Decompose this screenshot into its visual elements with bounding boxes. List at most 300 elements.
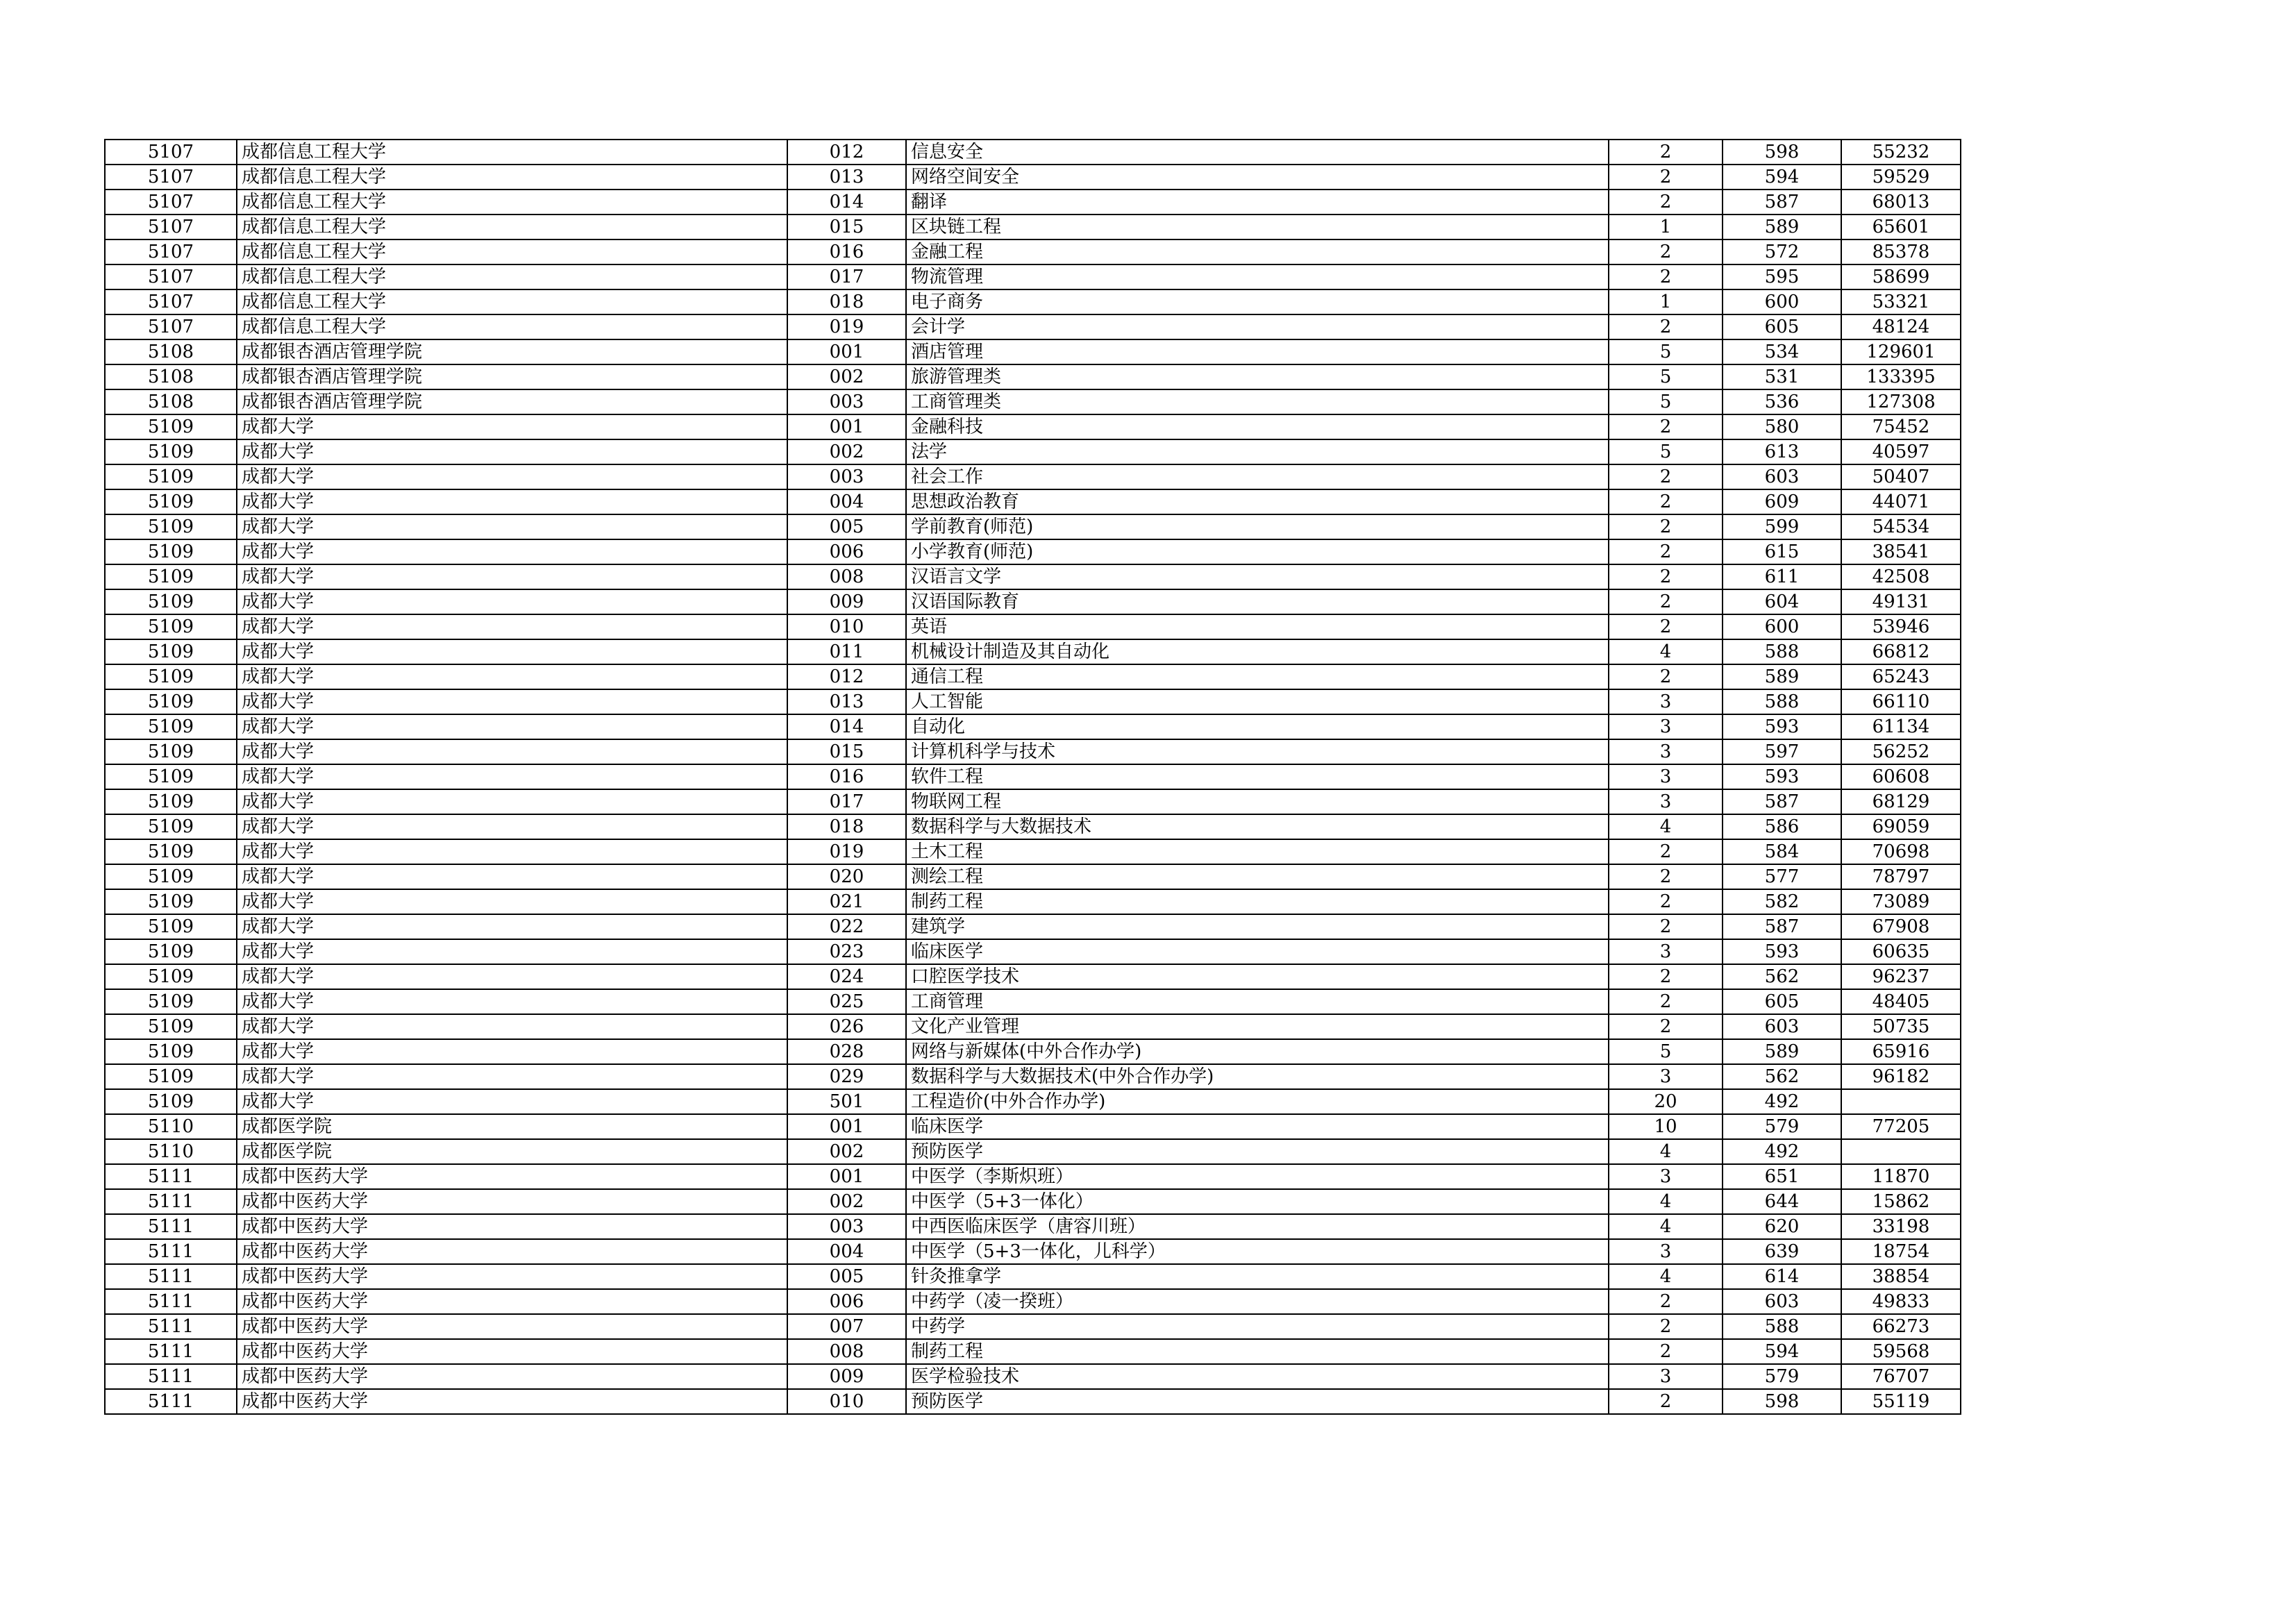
- major-name-cell: 汉语言文学: [906, 564, 1609, 589]
- min-score-cell: 584: [1723, 839, 1841, 864]
- table-row: [105, 664, 1961, 689]
- school-code-cell: 5111: [105, 1389, 237, 1414]
- school-code-cell: 5109: [105, 739, 237, 764]
- major-name-cell: 思想政治教育: [906, 489, 1609, 514]
- school-code-cell: 5111: [105, 1164, 237, 1189]
- major-name-cell: 中医学（5+3一体化，儿科学）: [906, 1239, 1609, 1264]
- min-rank-cell: 75452: [1841, 414, 1961, 439]
- school-name-cell: 成都医学院: [237, 1139, 787, 1164]
- min-score-cell: 597: [1723, 739, 1841, 764]
- min-score-cell: 580: [1723, 414, 1841, 439]
- min-rank-cell: 85378: [1841, 239, 1961, 264]
- table-row: [105, 364, 1961, 389]
- school-code-cell: 5111: [105, 1239, 237, 1264]
- table-row: [105, 989, 1961, 1014]
- school-code-cell: 5110: [105, 1114, 237, 1139]
- major-code-cell: 018: [787, 814, 906, 839]
- min-score-cell: 598: [1723, 1389, 1841, 1414]
- min-rank-cell: 127308: [1841, 389, 1961, 414]
- min-score-cell: 572: [1723, 239, 1841, 264]
- min-rank-cell: 42508: [1841, 564, 1961, 589]
- school-code-cell: 5110: [105, 1139, 237, 1164]
- school-name-cell: 成都信息工程大学: [237, 140, 787, 165]
- school-code-cell: 5109: [105, 664, 237, 689]
- school-code-cell: 5109: [105, 914, 237, 939]
- major-name-cell: 中医学（5+3一体化）: [906, 1189, 1609, 1214]
- school-name-cell: 成都大学: [237, 739, 787, 764]
- plan-count-cell: 2: [1609, 864, 1723, 889]
- major-name-cell: 物流管理: [906, 264, 1609, 289]
- plan-count-cell: 3: [1609, 689, 1723, 714]
- school-code-cell: 5109: [105, 589, 237, 614]
- min-rank-cell: 77205: [1841, 1114, 1961, 1139]
- major-code-cell: 017: [787, 264, 906, 289]
- major-code-cell: 003: [787, 464, 906, 489]
- school-code-cell: 5108: [105, 389, 237, 414]
- school-code-cell: 5109: [105, 1039, 237, 1064]
- major-code-cell: 015: [787, 215, 906, 239]
- plan-count-cell: 2: [1609, 1289, 1723, 1314]
- school-name-cell: 成都信息工程大学: [237, 264, 787, 289]
- school-name-cell: 成都大学: [237, 514, 787, 539]
- min-score-cell: 603: [1723, 464, 1841, 489]
- school-code-cell: 5109: [105, 889, 237, 914]
- major-code-cell: 002: [787, 439, 906, 464]
- school-name-cell: 成都信息工程大学: [237, 190, 787, 215]
- school-code-cell: 5109: [105, 489, 237, 514]
- table-row: [105, 314, 1961, 339]
- min-score-cell: 605: [1723, 989, 1841, 1014]
- major-code-cell: 009: [787, 589, 906, 614]
- min-score-cell: 644: [1723, 1189, 1841, 1214]
- min-score-cell: 595: [1723, 264, 1841, 289]
- table-row: [105, 1114, 1961, 1139]
- min-rank-cell: 70698: [1841, 839, 1961, 864]
- school-code-cell: 5109: [105, 864, 237, 889]
- school-name-cell: 成都大学: [237, 939, 787, 964]
- table-row: [105, 564, 1961, 589]
- major-code-cell: 019: [787, 314, 906, 339]
- school-name-cell: 成都信息工程大学: [237, 239, 787, 264]
- major-code-cell: 009: [787, 1364, 906, 1389]
- table-row: [105, 464, 1961, 489]
- plan-count-cell: 20: [1609, 1089, 1723, 1114]
- school-code-cell: 5111: [105, 1214, 237, 1239]
- school-code-cell: 5107: [105, 165, 237, 190]
- plan-count-cell: 3: [1609, 714, 1723, 739]
- major-code-cell: 017: [787, 789, 906, 814]
- school-code-cell: 5109: [105, 539, 237, 564]
- major-code-cell: 010: [787, 1389, 906, 1414]
- min-rank-cell: 48405: [1841, 989, 1961, 1014]
- major-name-cell: 工商管理: [906, 989, 1609, 1014]
- table-row: [105, 140, 1961, 165]
- min-score-cell: 534: [1723, 339, 1841, 364]
- major-name-cell: 医学检验技术: [906, 1364, 1609, 1389]
- school-name-cell: 成都中医药大学: [237, 1339, 787, 1364]
- plan-count-cell: 4: [1609, 814, 1723, 839]
- school-name-cell: 成都大学: [237, 964, 787, 989]
- min-rank-cell: 38541: [1841, 539, 1961, 564]
- min-rank-cell: [1841, 1089, 1961, 1114]
- school-name-cell: 成都大学: [237, 814, 787, 839]
- major-name-cell: 酒店管理: [906, 339, 1609, 364]
- min-rank-cell: 65916: [1841, 1039, 1961, 1064]
- plan-count-cell: 5: [1609, 339, 1723, 364]
- school-code-cell: 5109: [105, 764, 237, 789]
- min-rank-cell: 65243: [1841, 664, 1961, 689]
- min-score-cell: 594: [1723, 1339, 1841, 1364]
- school-code-cell: 5111: [105, 1339, 237, 1364]
- major-code-cell: 014: [787, 714, 906, 739]
- min-score-cell: 587: [1723, 190, 1841, 215]
- school-code-cell: 5109: [105, 939, 237, 964]
- min-score-cell: 588: [1723, 1314, 1841, 1339]
- school-code-cell: 5109: [105, 714, 237, 739]
- major-code-cell: 016: [787, 764, 906, 789]
- school-code-cell: 5111: [105, 1314, 237, 1339]
- major-code-cell: 006: [787, 539, 906, 564]
- table-row: [105, 1339, 1961, 1364]
- min-score-cell: 577: [1723, 864, 1841, 889]
- min-score-cell: 603: [1723, 1014, 1841, 1039]
- school-name-cell: 成都银杏酒店管理学院: [237, 364, 787, 389]
- school-name-cell: 成都大学: [237, 439, 787, 464]
- major-name-cell: 翻译: [906, 190, 1609, 215]
- major-code-cell: 001: [787, 339, 906, 364]
- major-code-cell: 019: [787, 839, 906, 864]
- major-name-cell: 土木工程: [906, 839, 1609, 864]
- min-score-cell: 593: [1723, 714, 1841, 739]
- plan-count-cell: 1: [1609, 215, 1723, 239]
- major-code-cell: 004: [787, 1239, 906, 1264]
- table-row: [105, 1264, 1961, 1289]
- major-code-cell: 026: [787, 1014, 906, 1039]
- major-name-cell: 汉语国际教育: [906, 589, 1609, 614]
- major-code-cell: 001: [787, 1164, 906, 1189]
- min-rank-cell: 59529: [1841, 165, 1961, 190]
- school-code-cell: 5107: [105, 314, 237, 339]
- major-code-cell: 501: [787, 1089, 906, 1114]
- major-code-cell: 022: [787, 914, 906, 939]
- school-name-cell: 成都大学: [237, 414, 787, 439]
- major-code-cell: 003: [787, 389, 906, 414]
- school-name-cell: 成都大学: [237, 1089, 787, 1114]
- major-code-cell: 015: [787, 739, 906, 764]
- major-code-cell: 008: [787, 1339, 906, 1364]
- min-rank-cell: 56252: [1841, 739, 1961, 764]
- major-name-cell: 人工智能: [906, 689, 1609, 714]
- school-name-cell: 成都信息工程大学: [237, 314, 787, 339]
- min-rank-cell: 50407: [1841, 464, 1961, 489]
- major-name-cell: 数据科学与大数据技术(中外合作办学): [906, 1064, 1609, 1089]
- min-rank-cell: [1841, 1139, 1961, 1164]
- school-name-cell: 成都中医药大学: [237, 1214, 787, 1239]
- min-rank-cell: 40597: [1841, 439, 1961, 464]
- major-code-cell: 002: [787, 364, 906, 389]
- plan-count-cell: 3: [1609, 1164, 1723, 1189]
- major-name-cell: 中西医临床医学（唐容川班）: [906, 1214, 1609, 1239]
- major-code-cell: 016: [787, 239, 906, 264]
- plan-count-cell: 3: [1609, 789, 1723, 814]
- school-name-cell: 成都大学: [237, 789, 787, 814]
- min-rank-cell: 53946: [1841, 614, 1961, 639]
- min-rank-cell: 49131: [1841, 589, 1961, 614]
- major-name-cell: 金融科技: [906, 414, 1609, 439]
- major-code-cell: 029: [787, 1064, 906, 1089]
- plan-count-cell: 2: [1609, 989, 1723, 1014]
- min-rank-cell: 60635: [1841, 939, 1961, 964]
- table-row: [105, 614, 1961, 639]
- plan-count-cell: 2: [1609, 1014, 1723, 1039]
- school-code-cell: 5109: [105, 514, 237, 539]
- major-name-cell: 中药学: [906, 1314, 1609, 1339]
- school-code-cell: 5109: [105, 614, 237, 639]
- major-name-cell: 自动化: [906, 714, 1609, 739]
- table-row: [105, 1189, 1961, 1214]
- min-score-cell: 536: [1723, 389, 1841, 414]
- table-row: [105, 1039, 1961, 1064]
- plan-count-cell: 2: [1609, 464, 1723, 489]
- major-name-cell: 中药学（凌一揆班）: [906, 1289, 1609, 1314]
- table-row: [105, 689, 1961, 714]
- plan-count-cell: 2: [1609, 239, 1723, 264]
- major-name-cell: 会计学: [906, 314, 1609, 339]
- school-name-cell: 成都大学: [237, 914, 787, 939]
- school-code-cell: 5109: [105, 1014, 237, 1039]
- major-name-cell: 中医学（李斯炽班）: [906, 1164, 1609, 1189]
- major-code-cell: 007: [787, 1314, 906, 1339]
- table-row: [105, 714, 1961, 739]
- school-name-cell: 成都中医药大学: [237, 1264, 787, 1289]
- major-name-cell: 数据科学与大数据技术: [906, 814, 1609, 839]
- major-name-cell: 旅游管理类: [906, 364, 1609, 389]
- school-name-cell: 成都大学: [237, 839, 787, 864]
- min-rank-cell: 129601: [1841, 339, 1961, 364]
- major-name-cell: 社会工作: [906, 464, 1609, 489]
- major-name-cell: 网络与新媒体(中外合作办学): [906, 1039, 1609, 1064]
- major-name-cell: 法学: [906, 439, 1609, 464]
- plan-count-cell: 2: [1609, 414, 1723, 439]
- major-code-cell: 006: [787, 1289, 906, 1314]
- school-code-cell: 5109: [105, 989, 237, 1014]
- school-code-cell: 5109: [105, 464, 237, 489]
- major-name-cell: 金融工程: [906, 239, 1609, 264]
- table-row: [105, 190, 1961, 215]
- min-score-cell: 492: [1723, 1089, 1841, 1114]
- school-name-cell: 成都中医药大学: [237, 1239, 787, 1264]
- table-row: [105, 215, 1961, 239]
- school-name-cell: 成都大学: [237, 639, 787, 664]
- major-name-cell: 学前教育(师范): [906, 514, 1609, 539]
- school-name-cell: 成都大学: [237, 489, 787, 514]
- min-rank-cell: 68129: [1841, 789, 1961, 814]
- min-score-cell: 598: [1723, 140, 1841, 165]
- min-rank-cell: 58699: [1841, 264, 1961, 289]
- plan-count-cell: 5: [1609, 364, 1723, 389]
- school-code-cell: 5111: [105, 1189, 237, 1214]
- min-rank-cell: 66812: [1841, 639, 1961, 664]
- major-code-cell: 012: [787, 664, 906, 689]
- school-code-cell: 5107: [105, 215, 237, 239]
- major-name-cell: 电子商务: [906, 289, 1609, 314]
- major-code-cell: 001: [787, 414, 906, 439]
- major-name-cell: 预防医学: [906, 1139, 1609, 1164]
- school-name-cell: 成都大学: [237, 989, 787, 1014]
- table-row: [105, 1014, 1961, 1039]
- min-score-cell: 593: [1723, 764, 1841, 789]
- major-name-cell: 小学教育(师范): [906, 539, 1609, 564]
- major-name-cell: 建筑学: [906, 914, 1609, 939]
- min-score-cell: 613: [1723, 439, 1841, 464]
- plan-count-cell: 4: [1609, 1264, 1723, 1289]
- min-rank-cell: 61134: [1841, 714, 1961, 739]
- min-rank-cell: 15862: [1841, 1189, 1961, 1214]
- major-name-cell: 临床医学: [906, 1114, 1609, 1139]
- plan-count-cell: 2: [1609, 914, 1723, 939]
- plan-count-cell: 3: [1609, 1364, 1723, 1389]
- school-name-cell: 成都大学: [237, 689, 787, 714]
- min-rank-cell: 66273: [1841, 1314, 1961, 1339]
- plan-count-cell: 2: [1609, 514, 1723, 539]
- table-row: [105, 264, 1961, 289]
- major-code-cell: 014: [787, 190, 906, 215]
- plan-count-cell: 10: [1609, 1114, 1723, 1139]
- min-rank-cell: 133395: [1841, 364, 1961, 389]
- table-row: [105, 589, 1961, 614]
- major-name-cell: 信息安全: [906, 140, 1609, 165]
- major-code-cell: 004: [787, 489, 906, 514]
- plan-count-cell: 2: [1609, 264, 1723, 289]
- min-rank-cell: 55232: [1841, 140, 1961, 165]
- table-row: [105, 239, 1961, 264]
- school-code-cell: 5109: [105, 564, 237, 589]
- table-row: [105, 1389, 1961, 1414]
- min-rank-cell: 66110: [1841, 689, 1961, 714]
- major-name-cell: 工程造价(中外合作办学): [906, 1089, 1609, 1114]
- table-row: [105, 789, 1961, 814]
- major-code-cell: 002: [787, 1139, 906, 1164]
- school-code-cell: 5107: [105, 140, 237, 165]
- table-row: [105, 1089, 1961, 1114]
- major-name-cell: 针灸推拿学: [906, 1264, 1609, 1289]
- school-name-cell: 成都中医药大学: [237, 1389, 787, 1414]
- school-code-cell: 5109: [105, 1064, 237, 1089]
- min-score-cell: 531: [1723, 364, 1841, 389]
- school-name-cell: 成都大学: [237, 664, 787, 689]
- table-row: [105, 1064, 1961, 1089]
- major-name-cell: 临床医学: [906, 939, 1609, 964]
- major-name-cell: 口腔医学技术: [906, 964, 1609, 989]
- major-code-cell: 010: [787, 614, 906, 639]
- school-name-cell: 成都银杏酒店管理学院: [237, 389, 787, 414]
- school-name-cell: 成都大学: [237, 464, 787, 489]
- major-code-cell: 013: [787, 689, 906, 714]
- plan-count-cell: 4: [1609, 1189, 1723, 1214]
- min-score-cell: 562: [1723, 1064, 1841, 1089]
- major-name-cell: 制药工程: [906, 1339, 1609, 1364]
- min-score-cell: 586: [1723, 814, 1841, 839]
- school-name-cell: 成都大学: [237, 614, 787, 639]
- school-name-cell: 成都大学: [237, 889, 787, 914]
- school-name-cell: 成都信息工程大学: [237, 215, 787, 239]
- min-score-cell: 603: [1723, 1289, 1841, 1314]
- plan-count-cell: 3: [1609, 939, 1723, 964]
- min-rank-cell: 50735: [1841, 1014, 1961, 1039]
- major-name-cell: 预防医学: [906, 1389, 1609, 1414]
- min-score-cell: 605: [1723, 314, 1841, 339]
- plan-count-cell: 1: [1609, 289, 1723, 314]
- plan-count-cell: 5: [1609, 1039, 1723, 1064]
- school-code-cell: 5109: [105, 414, 237, 439]
- major-name-cell: 物联网工程: [906, 789, 1609, 814]
- school-code-cell: 5111: [105, 1364, 237, 1389]
- table-row: [105, 165, 1961, 190]
- table-row: [105, 764, 1961, 789]
- table-row: [105, 814, 1961, 839]
- major-code-cell: 025: [787, 989, 906, 1014]
- table-row: [105, 1289, 1961, 1314]
- min-rank-cell: 60608: [1841, 764, 1961, 789]
- min-score-cell: 589: [1723, 215, 1841, 239]
- school-name-cell: 成都大学: [237, 714, 787, 739]
- plan-count-cell: 2: [1609, 564, 1723, 589]
- table-row: [105, 289, 1961, 314]
- min-score-cell: 639: [1723, 1239, 1841, 1264]
- min-score-cell: 594: [1723, 165, 1841, 190]
- min-score-cell: 599: [1723, 514, 1841, 539]
- major-name-cell: 区块链工程: [906, 215, 1609, 239]
- table-row: [105, 964, 1961, 989]
- major-code-cell: 001: [787, 1114, 906, 1139]
- school-code-cell: 5109: [105, 439, 237, 464]
- plan-count-cell: 2: [1609, 964, 1723, 989]
- min-score-cell: 611: [1723, 564, 1841, 589]
- min-rank-cell: 11870: [1841, 1164, 1961, 1189]
- table-row: [105, 389, 1961, 414]
- major-code-cell: 002: [787, 1189, 906, 1214]
- min-rank-cell: 78797: [1841, 864, 1961, 889]
- plan-count-cell: 2: [1609, 140, 1723, 165]
- plan-count-cell: 2: [1609, 1389, 1723, 1414]
- min-score-cell: 562: [1723, 964, 1841, 989]
- min-score-cell: 651: [1723, 1164, 1841, 1189]
- table-row: [105, 514, 1961, 539]
- school-name-cell: 成都中医药大学: [237, 1164, 787, 1189]
- min-rank-cell: 55119: [1841, 1389, 1961, 1414]
- min-score-cell: 614: [1723, 1264, 1841, 1289]
- min-score-cell: 604: [1723, 589, 1841, 614]
- table-row: [105, 1314, 1961, 1339]
- plan-count-cell: 3: [1609, 1064, 1723, 1089]
- major-name-cell: 机械设计制造及其自动化: [906, 639, 1609, 664]
- school-name-cell: 成都大学: [237, 564, 787, 589]
- table-row: [105, 914, 1961, 939]
- admission-score-table: [104, 139, 1961, 1415]
- min-score-cell: 579: [1723, 1364, 1841, 1389]
- min-rank-cell: 18754: [1841, 1239, 1961, 1264]
- school-code-cell: 5111: [105, 1289, 237, 1314]
- min-rank-cell: 96237: [1841, 964, 1961, 989]
- plan-count-cell: 5: [1609, 389, 1723, 414]
- plan-count-cell: 4: [1609, 639, 1723, 664]
- major-name-cell: 英语: [906, 614, 1609, 639]
- major-name-cell: 工商管理类: [906, 389, 1609, 414]
- school-code-cell: 5108: [105, 339, 237, 364]
- school-name-cell: 成都大学: [237, 1014, 787, 1039]
- school-name-cell: 成都大学: [237, 1064, 787, 1089]
- min-score-cell: 620: [1723, 1214, 1841, 1239]
